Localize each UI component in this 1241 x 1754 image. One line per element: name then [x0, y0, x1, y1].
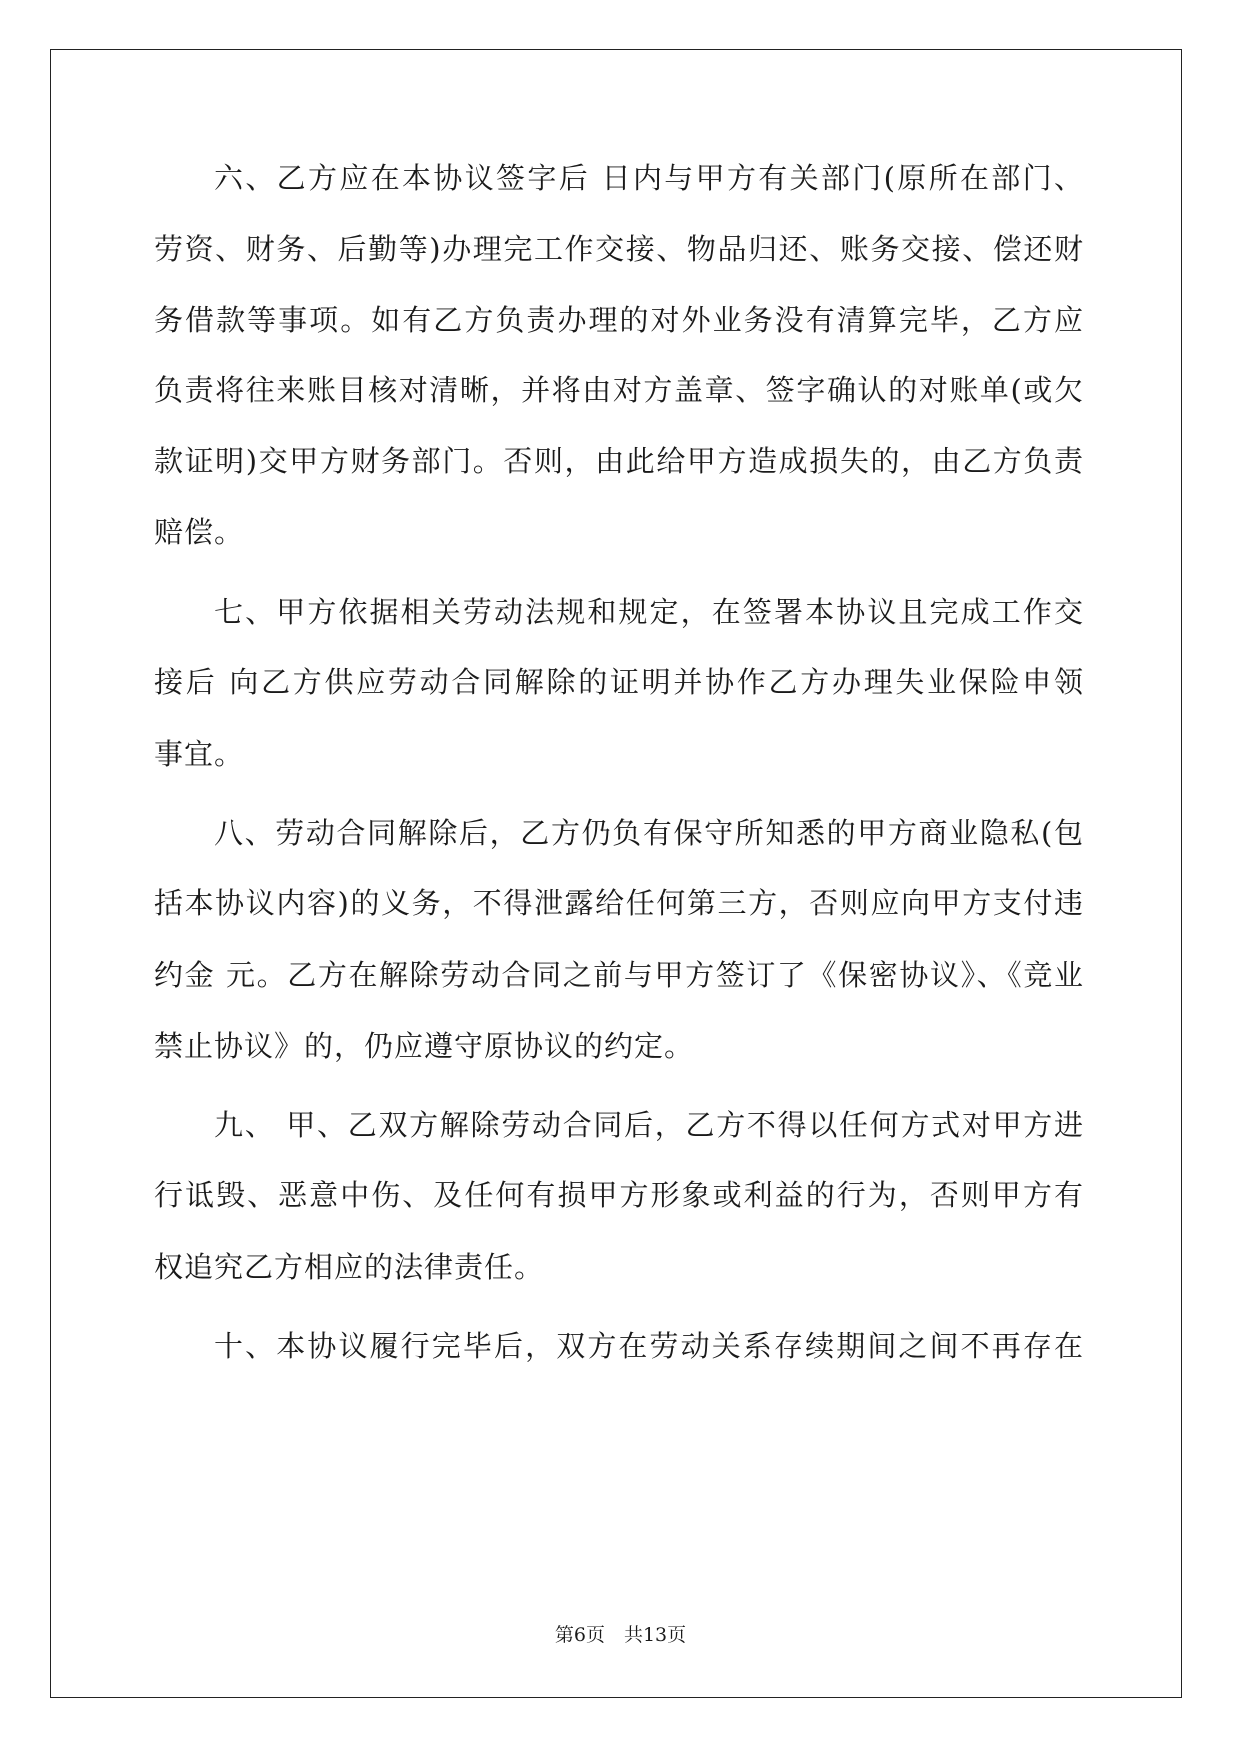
paragraph-6-line-5: 款证明)交甲方财务部门。否则，由此给甲方造成损失的，由乙方负责: [154, 444, 1084, 478]
paragraph-6-line-1: 六、乙方应在本协议签字后 日内与甲方有关部门(原所在部门、: [214, 161, 1084, 195]
paragraph-6-line-4: 负责将往来账目核对清晰，并将由对方盖章、签字确认的对账单(或欠: [154, 373, 1084, 407]
paragraph-9-line-1: 九、 甲、乙双方解除劳动合同后，乙方不得以任何方式对甲方进: [214, 1108, 1084, 1142]
paragraph-9-line-2: 行诋毁、恶意中伤、及任何有损甲方形象或利益的行为，否则甲方有: [154, 1178, 1084, 1212]
paragraph-10-line-1: 十、本协议履行完毕后，双方在劳动关系存续期间之间不再存在: [214, 1329, 1084, 1363]
paragraph-6-line-6: 赔偿。: [154, 515, 245, 549]
page-number-footer: 第6页 共13页: [554, 1624, 687, 1646]
paragraph-8-line-2: 括本协议内容)的义务，不得泄露给任何第三方，否则应向甲方支付违: [154, 886, 1084, 920]
paragraph-7-line-1: 七、甲方依据相关劳动法规和规定，在签署本协议且完成工作交: [214, 595, 1084, 629]
paragraph-8-line-1: 八、劳动合同解除后，乙方仍负有保守所知悉的甲方商业隐私(包: [214, 816, 1084, 850]
page-border: [50, 49, 1182, 1698]
paragraph-6-line-3: 务借款等事项。如有乙方负责办理的对外业务没有清算完毕，乙方应: [154, 303, 1084, 337]
paragraph-9-line-3: 权追究乙方相应的法律责任。: [154, 1250, 545, 1284]
paragraph-8-line-4: 禁止协议》的，仍应遵守原协议的约定。: [154, 1029, 695, 1063]
paragraph-7-line-2: 接后 向乙方供应劳动合同解除的证明并协作乙方办理失业保险申领: [154, 665, 1084, 699]
paragraph-6-line-2: 劳资、财务、后勤等)办理完工作交接、物品归还、账务交接、偿还财: [154, 232, 1084, 266]
paragraph-7-line-3: 事宜。: [154, 737, 245, 771]
paragraph-8-line-3: 约金 元。乙方在解除劳动合同之前与甲方签订了《保密协议》、《竞业: [154, 958, 1084, 992]
